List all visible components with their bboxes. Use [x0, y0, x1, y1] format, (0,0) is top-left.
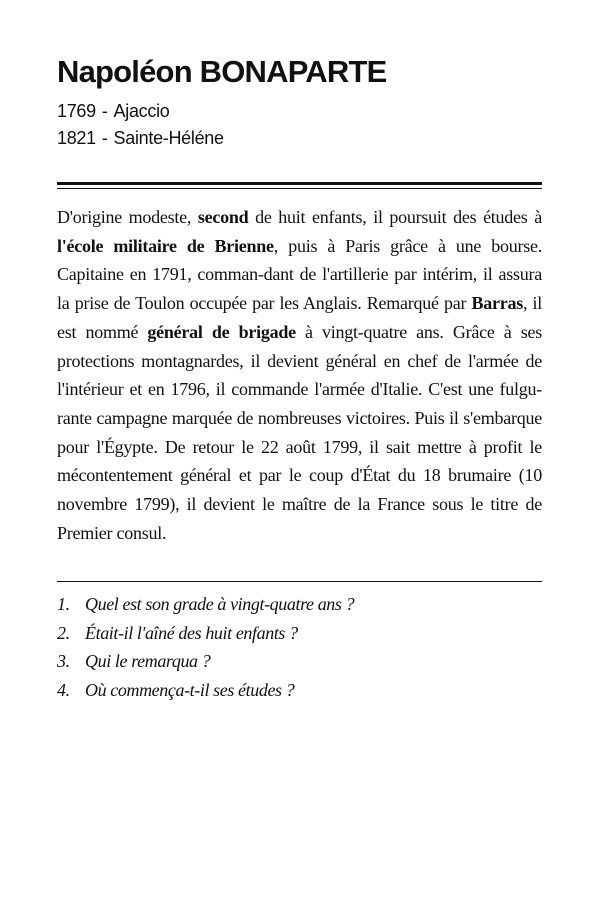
bio-segment: D'origine modeste,	[57, 207, 198, 227]
bio-emphasis: l'école militaire de Brienne	[57, 235, 274, 256]
question-text: Où commença-t-il ses études ?	[85, 679, 295, 700]
question-number: 3.	[57, 651, 70, 672]
life-dates	[57, 98, 542, 152]
questions-divider	[57, 581, 542, 582]
question-item	[57, 619, 542, 648]
birth-separator: -	[101, 101, 108, 121]
question-number: 1.	[57, 594, 70, 615]
questions-list	[57, 590, 542, 704]
bio-segment: de huit enfants, il poursuit des études à	[248, 207, 542, 227]
question-text: Qui le remarqua ?	[85, 651, 211, 672]
death-year: 1821	[57, 128, 96, 148]
birth-place: Ajaccio	[113, 101, 170, 121]
question-number: 4.	[57, 679, 70, 700]
page	[57, 52, 542, 704]
birth-line	[57, 98, 542, 125]
question-item	[57, 590, 542, 619]
bio-emphasis: second	[197, 207, 249, 227]
bio-segment: , puis à Paris grâce à une bourse. Capitaine en 1791, comman-dant de l'artillerie par intérim, il assura la prise de Toulon occupée par les Anglais. Remarqué par	[57, 235, 542, 314]
question-item	[57, 647, 542, 676]
bio-segment: , il est nommé	[57, 293, 542, 342]
biography-paragraph	[57, 203, 542, 547]
question-text: Était-il l'aîné des huit enfants ?	[85, 622, 298, 643]
bio-emphasis: Barras	[471, 293, 523, 314]
divider-thin	[57, 188, 542, 189]
divider-thick	[57, 182, 542, 185]
death-place: Sainte-Héléne	[113, 128, 224, 148]
death-line	[57, 125, 542, 152]
bio-segment: à vingt-quatre ans. Grâce à ses protections montagnardes, il devient général en chef de l'armée de l'intérieur et en 1796, il commande l'armée d'Italie. C'est une fulgu-rante campagne marquée de nombreuses victoires. Puis il s'embarque pour l'Égypte. De retour le 22 août 1799, il sait mettre à profit le mécontentement général et par le coup d'État du 18 brumaire (10 novembre 1799), il devient le maître de la France sous le titre de Premier consul.	[57, 321, 542, 543]
birth-year: 1769	[57, 101, 96, 121]
question-number: 2.	[57, 622, 70, 643]
page-title: Napoléon BONAPARTE	[57, 54, 387, 89]
death-separator: -	[101, 128, 108, 148]
question-text: Quel est son grade à vingt-quatre ans ?	[85, 594, 355, 615]
question-item	[57, 676, 542, 705]
bio-emphasis: général de brigade	[147, 321, 296, 342]
